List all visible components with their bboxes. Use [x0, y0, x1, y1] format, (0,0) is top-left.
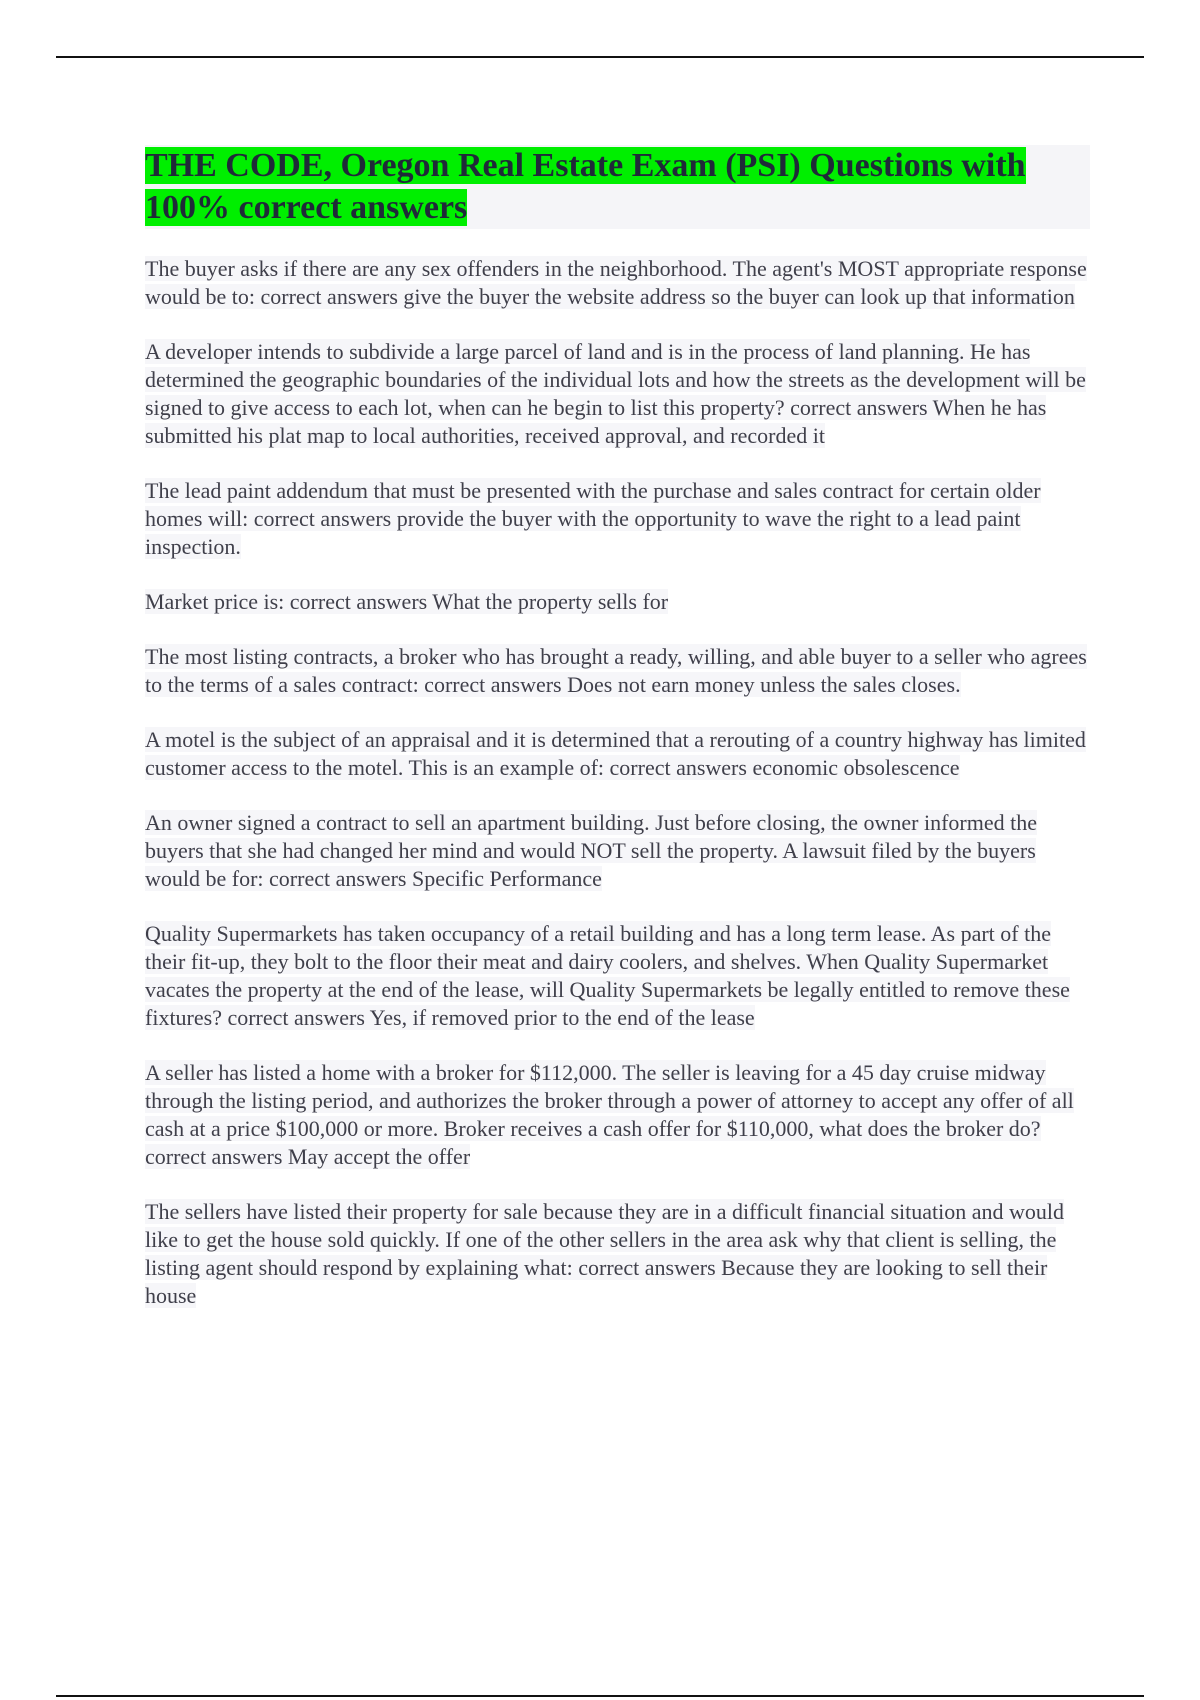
- question-answer-6: A motel is the subject of an appraisal and it is determined that a rerouting of a country highway has limited customer access to the motel. This is an example of: correct answers economic obsolescence: [145, 727, 1086, 780]
- question-answer-7: An owner signed a contract to sell an apartment building. Just before closing, the owner informed the buyers that she had changed her mind and would NOT sell the property. A lawsuit filed by the buyers would be for: correct answers Specific Performance: [145, 810, 1037, 891]
- title-block: [145, 145, 1090, 229]
- question-answer-3: The lead paint addendum that must be presented with the purchase and sales contract for certain older homes will: correct answers provide the buyer with the opportunity to wave the right to a lead paint inspection.: [145, 478, 1041, 559]
- header-rule: [56, 56, 1144, 58]
- question-answer-1: The buyer asks if there are any sex offenders in the neighborhood. The agent's MOST appropriate response would be to: correct answers give the buyer the website address so the buyer can look up that information: [145, 256, 1087, 309]
- question-answer-5: The most listing contracts, a broker who has brought a ready, willing, and able buyer to a seller who agrees to the terms of a sales contract: correct answers Does not earn money unless the sales closes.: [145, 644, 1087, 697]
- footer-rule: [56, 1695, 1144, 1697]
- question-answer-10: The sellers have listed their property for sale because they are in a difficult financial situation and would like to get the house sold quickly. If one of the other sellers in the area ask why that client is selling, the listing agent should respond by explaining what: correct answers Because they are looking to sell their house: [145, 1199, 1064, 1308]
- document-body: [145, 145, 1090, 1337]
- question-answer-4: Market price is: correct answers What the property sells for: [145, 589, 669, 614]
- question-answer-2: A developer intends to subdivide a large parcel of land and is in the process of land planning. He has determined the geographic boundaries of the individual lots and how the streets as the development will be signed to give access to each lot, when can he begin to list this property? correct answers When he has submitted his plat map to local authorities, received approval, and recorded it: [145, 339, 1086, 448]
- question-answer-9: A seller has listed a home with a broker for $112,000. The seller is leaving for a 45 day cruise midway through the listing period, and authorizes the broker through a power of attorney to accept any offer of all cash at a price $100,000 or more. Broker receives a cash offer for $110,000, what does the broker do? correct answers May accept the offer: [145, 1060, 1074, 1169]
- title-text: THE CODE, Oregon Real Estate Exam (PSI) Questions with 100% correct answers: [145, 147, 1026, 226]
- document-title: [145, 145, 1090, 229]
- question-answer-8: Quality Supermarkets has taken occupancy of a retail building and has a long term lease. As part of the their fit-up, they bolt to the floor their meat and dairy coolers, and shelves. When Quality Supermarket vacates the property at the end of the lease, will Quality Supermarkets be legally entitled to remove these fixtures? correct answers Yes, if removed prior to the end of the lease: [145, 921, 1070, 1030]
